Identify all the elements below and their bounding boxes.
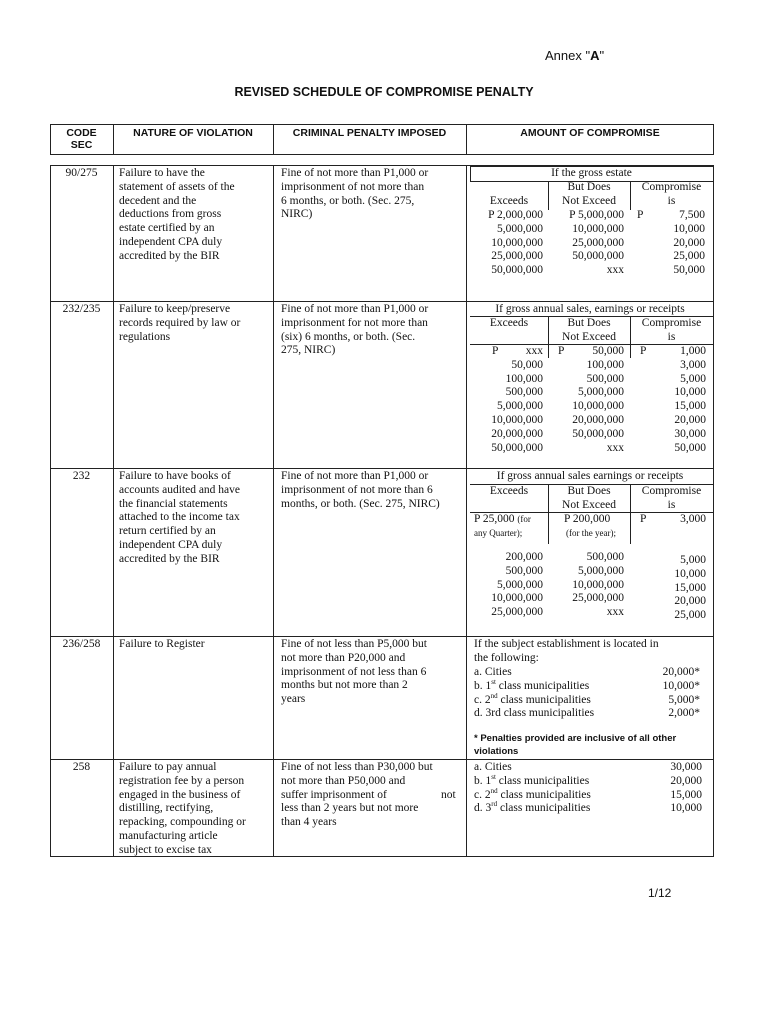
row3-first-notexceed-note: (for the year); (566, 528, 616, 538)
row2-table-title: If gross annual sales, earnings or receipts (495, 303, 685, 315)
list-item: d. 3rd class municipalities (474, 800, 591, 815)
row1-col-exceeds: Exceeds (489, 195, 529, 207)
row1-table-title: If the gross estate (551, 167, 632, 179)
row4-code: 236/258 (62, 638, 101, 650)
row4-criminal: Fine of not less than P5,000 but not more than P20,000 and imprisonment of not less than 6 months but not more than 2 years (281, 638, 427, 706)
row2-nature: Failure to keep/preserve records required by law or regulations (119, 303, 241, 343)
row1-col-notexceed: But Does Not Exceed (562, 181, 616, 207)
row3-code: 232 (72, 470, 91, 482)
annex-label: Annex "A" (545, 48, 605, 63)
row2-code: 232/235 (62, 303, 101, 315)
row3-first-compromise-prefix: P (640, 513, 647, 525)
row1-compromise-prefix: P (637, 209, 644, 221)
header-code: CODE SEC (66, 127, 97, 151)
row3-exceeds-values: 200,000 500,000 5,000,000 10,000,000 25,000,000 (491, 551, 543, 619)
row3-col-compromise: Compromise is (641, 485, 702, 511)
header-amount: AMOUNT OF COMPROMISE (520, 127, 660, 139)
row5-criminal: Fine of not less than P30,000 but not more than P50,000 and suffer imprisonment of not less than 2 years but not more than 4 years (281, 761, 456, 829)
row3-col-notexceed: But Does Not Exceed (562, 485, 616, 511)
list-item: a. Cities (474, 761, 512, 773)
row2-compromise-values: 1,000 3,000 5,000 10,000 15,000 20,000 30,000 50,000 (674, 345, 706, 454)
row2-notexceed-values: 50,000 100,000 500,000 5,000,000 10,000,000 20,000,000 50,000,000 xxx (572, 345, 624, 454)
row4-nature: Failure to Register (119, 638, 205, 650)
row1-code: 90/275 (65, 167, 98, 179)
row3-first-exceeds: P 25,000 (for (474, 513, 531, 525)
row2-col-compromise: Compromise is (641, 317, 702, 343)
list-item: d. 3rd class municipalities (474, 707, 595, 720)
list-item: c. 2nd class municipalities (474, 786, 591, 801)
row3-col-exceeds: Exceeds (489, 485, 529, 497)
row4-items (474, 666, 654, 721)
row3-criminal: Fine of not more than P1,000 or imprisonment of not more than 6 months, or both. (Sec. 275, NIRC) (281, 470, 440, 510)
row3-compromise-values: 5,000 10,000 15,000 20,000 25,000 (674, 554, 706, 622)
list-item: b. 1st class municipalities (474, 677, 590, 692)
row5-items (474, 761, 654, 816)
row2-notexceed-prefix: P (558, 345, 565, 357)
row5-code: 258 (72, 761, 91, 773)
list-item: b. 1st class municipalities (474, 772, 590, 787)
row1-notexceed-values: P 5,000,000 10,000,000 25,000,000 50,000,000 xxx (569, 209, 624, 277)
list-item: c. 2nd class municipalities (474, 691, 591, 706)
row3-notexceed-values: 500,000 5,000,000 10,000,000 25,000,000 xxx (572, 551, 624, 619)
row3-table-title: If gross annual sales earnings or receipts (496, 470, 684, 482)
row4-note: * Penalties provided are inclusive of all other violations (474, 733, 677, 757)
row4-values: 20,000* 10,000* 5,000* 2,000* (662, 666, 700, 720)
row1-compromise-values: 7,500 10,000 20,000 25,000 50,000 (673, 209, 705, 277)
header-criminal: CRIMINAL PENALTY IMPOSED (292, 127, 447, 139)
row5-nature: Failure to pay annual registration fee by a person engaged in the business of distilling, rectifying, repacking, compounding or manufacturing article subject to excise tax (119, 761, 246, 856)
row2-exceeds-prefix: P (492, 345, 499, 357)
row3-nature: Failure to have books of accounts audited and have the financial statements attached to the income tax return certified by an independent CPA duly accredited by the BIR (119, 470, 241, 565)
row2-compromise-prefix: P (640, 345, 647, 357)
row3-first-notexceed: P 200,000 (564, 513, 611, 525)
page-number: 1/12 (648, 886, 672, 900)
row3-first-compromise: 3,000 (680, 513, 706, 525)
row5-values: 30,000 20,000 15,000 10,000 (670, 761, 702, 815)
row2-col-exceeds: Exceeds (489, 317, 529, 329)
row3-first-exceeds-note: any Quarter); (474, 528, 523, 538)
row2-col-notexceed: But Does Not Exceed (562, 317, 616, 343)
row1-exceeds-values: P 2,000,000 5,000,000 10,000,000 25,000,000 50,000,000 (488, 209, 543, 277)
row1-col-compromise: Compromise is (641, 181, 702, 207)
list-item: a. Cities (474, 666, 512, 678)
row2-criminal: Fine of not more than P1,000 or imprisonment for not more than (six) 6 months, or both. (Sec. 275, NIRC) (281, 303, 429, 357)
header-nature: NATURE OF VIOLATION (133, 127, 253, 139)
row4-intro: If the subject establishment is located in the following: (474, 638, 659, 664)
row1-criminal: Fine of not more than P1,000 or imprisonment of not more than 6 months, or both. (Sec. 275, NIRC) (281, 167, 429, 221)
row2-exceeds-values: xxx 50,000 100,000 500,000 5,000,000 10,000,000 20,000,000 50,000,000 (491, 345, 543, 454)
row1-nature: Failure to have the statement of assets of the decedent and the deductions from gross estate certified by an independent CPA duly accredited by the BIR (119, 167, 235, 262)
document-title: REVISED SCHEDULE OF COMPROMISE PENALTY (234, 85, 534, 99)
